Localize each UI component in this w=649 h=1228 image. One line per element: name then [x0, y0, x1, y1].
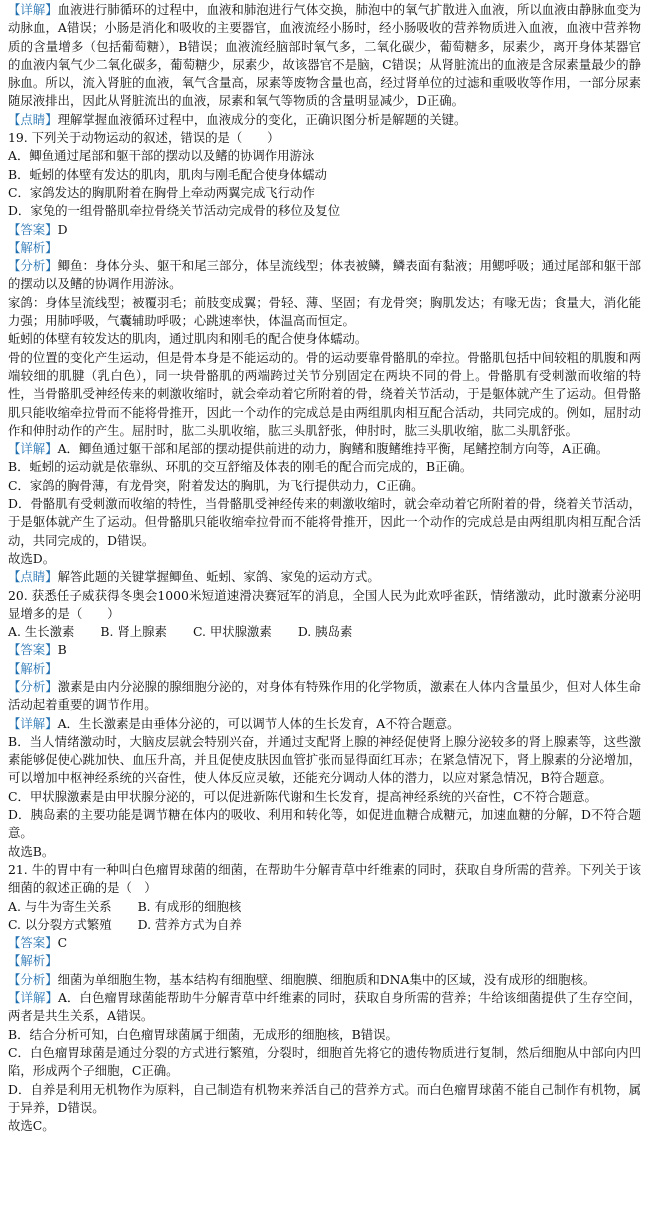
answer-line: 【答案】D: [8, 221, 68, 237]
section-tag: 【详解】: [8, 2, 58, 17]
body-paragraph: D．胰岛素的主要功能是调节糖在体内的吸收、利用和转化等，如促进血糖合成糖元，加速血糖的分解，D不符合题意。: [8, 807, 641, 841]
section-tag: 【答案】: [8, 935, 58, 951]
answer-line: 【答案】C: [8, 935, 68, 951]
question-19-stem: 19. 下列关于动物运动的叙述，错误的是（ ）: [8, 130, 280, 146]
option-d: D. 营养方式为自养: [137, 916, 242, 932]
detail-paragraph: 【详解】血液进行肺循环的过程中，血液和肺泡进行气体交换，肺泡中的氧气扩散进入血液，所以血液由静脉血变为动脉血，A错误；小肠是消化和吸收的主要器官，血液流经小肠时，经小肠吸收的营养物质进入血液，血液中营养物质的含量增多（包括葡萄糖），B错误；血液流经脑部时氧气多，二氧化碳少，葡萄糖多，尿素少，离开身体某器官的血液内氧气少二氧化碳多，葡萄糖少，尿素少，故该器官不是脑，C错误；从肾脏流出的血液是含尿素量最少的静脉血。所以，流入肾脏的血液，氧气含量高，尿素等废物含量也高，经过肾单位的过滤和重吸收等作用，一部分尿素随尿液排出，因此从肾脏流出的血液，尿素和氧气等物质的含量明显减少，D正确。: [8, 2, 642, 109]
question-21-stem: 21. 牛的胃中有一种叫白色瘤胃球菌的细菌，在帮助牛分解青草中纤维素的同时，获取自身所需的营养。下列关于该细菌的叙述正确的是（ ）: [8, 861, 641, 896]
option-d: D. 胰岛素: [297, 624, 353, 640]
option-c: C. 甲状腺激素: [192, 624, 272, 640]
body-paragraph: 骨的位置的变化产生运动，但是骨本身是不能运动的。骨的运动要靠骨骼肌的牵拉。骨骼肌包括中间较粗的肌腹和两端较细的肌腱（乳白色），同一块骨骼肌的两端跨过关节分别固定在两块不同的骨上。骨骼肌有受刺激而收缩的特性，当骨骼肌受神经传来的刺激收缩时，就会牵动着它所附着的骨，绕着关节活动，于是躯体就产生了运动。但骨骼肌只能收缩牵拉骨而不能将骨推开，因此一个动作的完成总是由两组肌肉相互配合活动，共同完成的。例如，屈肘动作和伸肘动作的产生。屈肘时，肱二头肌收缩，肱三头肌舒张，伸肘时，肱三头肌收缩，肱二头肌舒张。: [8, 349, 641, 438]
conclusion-line: 故选B。: [8, 843, 55, 859]
body-paragraph: B．结合分析可知，白色瘤胃球菌属于细菌，无成形的细胞核，B错误。: [8, 1026, 398, 1042]
section-tag: 【点睛】: [8, 569, 58, 585]
body-paragraph: B．当人情绪激动时，大脑皮层就会特别兴奋，并通过支配肾上腺的神经促使肾上腺分泌较多的肾上腺素等，这些激素能够促使心跳加快、血压升高，并且促使皮肤因血管扩张而显得面红耳赤；在紧急情况下，肾上腺素的分泌增加，可以增加中枢神经系统的兴奋性，使人体反应灵敏，还能充分调动人体的潜力，以应对紧急情况，B符合题意。: [8, 733, 641, 786]
body-paragraph: D．骨骼肌有受刺激而收缩的特性，当骨骼肌受神经传来的刺激收缩时，就会牵动着它所附着的骨，绕着关节活动，于是躯体就产生了运动。但骨骼肌只能收缩牵拉骨而不能将骨推开，因此一个动作的完成总是由两组肌肉相互配合活动，共同完成的，D错误。: [8, 496, 641, 548]
section-tag: 【详解】: [8, 990, 58, 1006]
question-20-stem: 20. 获悉任子威获得冬奥会1000米短道速滑决赛冠军的消息，全国人民为此欢呼雀跃，情绪激动，此时激素分泌明显增多的是（ ）: [8, 587, 641, 621]
conclusion-line: 故选C。: [8, 1118, 55, 1134]
body-paragraph: D．自养是利用无机物作为原料，自己制造有机物来养活自己的营养方式。而白色瘤胃球菌不能自己制作有机物，属于异养，D错误。: [8, 1081, 641, 1115]
body-paragraph: C．家鸽的胸骨薄，有龙骨突，附着发达的胸肌，为飞行提供动力，C正确。: [8, 477, 424, 493]
section-tag: 【解析】: [8, 239, 58, 255]
section-tag: 【分析】: [8, 678, 58, 694]
body-paragraph: 家鸽：身体呈流线型；被覆羽毛；前肢变成翼；骨轻、薄、坚固；有龙骨突；胸肌发达；有喙无齿；食量大，消化能力强；用肺呼吸，气囊辅助呼吸；心跳速率快，体温高而恒定。: [8, 294, 641, 329]
comment-paragraph: 【点睛】理解掌握血液循环过程中，血液成分的变化，正确识图分析是解题的关键。: [8, 111, 467, 127]
detail-paragraph: 【详解】A．白色瘤胃球菌能帮助牛分解青草中纤维素的同时，获取自身所需的营养；牛给该细菌提供了生存空间，两者是共生关系，A错误。: [8, 990, 642, 1024]
question-19-option-c: C．家鸽发达的胸肌附着在胸骨上牵动两翼完成飞行动作: [8, 184, 315, 200]
body-paragraph: C．白色瘤胃球菌是通过分裂的方式进行繁殖，分裂时，细胞首先将它的遗传物质进行复制，然后细胞从中部向内凹陷，形成两个子细胞，C正确。: [8, 1044, 641, 1079]
detail-paragraph: 【详解】A．鲫鱼通过躯干部和尾部的摆动提供前进的动力，胸鳍和腹鳍维持平衡，尾鳍控制方向等，A正确。: [8, 441, 609, 457]
question-20-options: [8, 623, 641, 641]
section-tag: 【解析】: [8, 660, 58, 676]
analysis-paragraph: 【分析】激素是由内分泌腺的腺细胞分泌的，对身体有特殊作用的化学物质，激素在人体内含量虽少，但对人体生命活动起着重要的调节作用。: [8, 678, 642, 713]
question-19-option-b: B．蚯蚓的体壁有发达的肌肉，肌肉与刚毛配合使身体蠕动: [8, 166, 327, 182]
analysis-paragraph: 【分析】鲫鱼：身体分头、躯干和尾三部分，体呈流线型；体表被鳞，鳞表面有黏液；用鳃呼吸；通过尾部和躯干部的摆动以及鳍的协调作用游泳。: [8, 258, 642, 292]
question-21-options-row-1: [8, 898, 641, 916]
explanation-heading: [8, 239, 641, 257]
detail-paragraph: 【详解】A．生长激素是由垂体分泌的，可以调节人体的生长发育，A不符合题意。: [8, 715, 460, 731]
explanation-heading: [8, 952, 641, 970]
comment-paragraph: 【点睛】解答此题的关键掌握鲫鱼、蚯蚓、家鸽、家兔的运动方式。: [8, 569, 380, 585]
analysis-paragraph: 【分析】细菌为单细胞生物，基本结构有细胞壁、细胞膜、细胞质和DNA集中的区域，没有成形的细胞核。: [8, 971, 596, 987]
explanation-heading: [8, 660, 641, 678]
option-a: A. 生长激素: [8, 624, 75, 640]
section-tag: 【解析】: [8, 953, 58, 969]
section-tag: 【答案】: [8, 221, 58, 237]
body-paragraph: C．甲状腺激素是由甲状腺分泌的，可以促进新陈代谢和生长发育，提高神经系统的兴奋性，C不符合题意。: [8, 788, 597, 804]
section-tag: 【详解】: [8, 715, 58, 731]
section-tag: 【点睛】: [8, 111, 58, 127]
section-tag: 【答案】: [8, 642, 58, 658]
conclusion-line: 故选D。: [8, 550, 56, 566]
section-tag: 【详解】: [8, 441, 58, 457]
option-b: B. 肾上腺素: [100, 624, 167, 640]
body-paragraph: 蚯蚓的体壁有较发达的肌肉，通过肌肉和刚毛的配合使身体蠕动。: [8, 331, 368, 347]
question-19-option-a: A．鲫鱼通过尾部和躯干部的摆动以及鳍的协调作用游泳: [8, 148, 315, 164]
section-tag: 【分析】: [8, 971, 58, 987]
section-tag: 【分析】: [8, 258, 58, 274]
body-paragraph: B．蚯蚓的运动就是依靠纵、环肌的交互舒缩及体表的刚毛的配合而完成的，B正确。: [8, 459, 473, 475]
option-c: C. 以分裂方式繁殖: [8, 916, 112, 932]
question-19-option-d: D．家兔的一组骨骼肌牵拉骨绕关节活动完成骨的移位及复位: [8, 203, 341, 219]
option-b: B. 有成形的细胞核: [137, 898, 242, 914]
question-21-options-row-2: [8, 916, 641, 934]
option-a: A. 与牛为寄生关系: [8, 898, 112, 914]
answer-line: 【答案】B: [8, 642, 67, 658]
